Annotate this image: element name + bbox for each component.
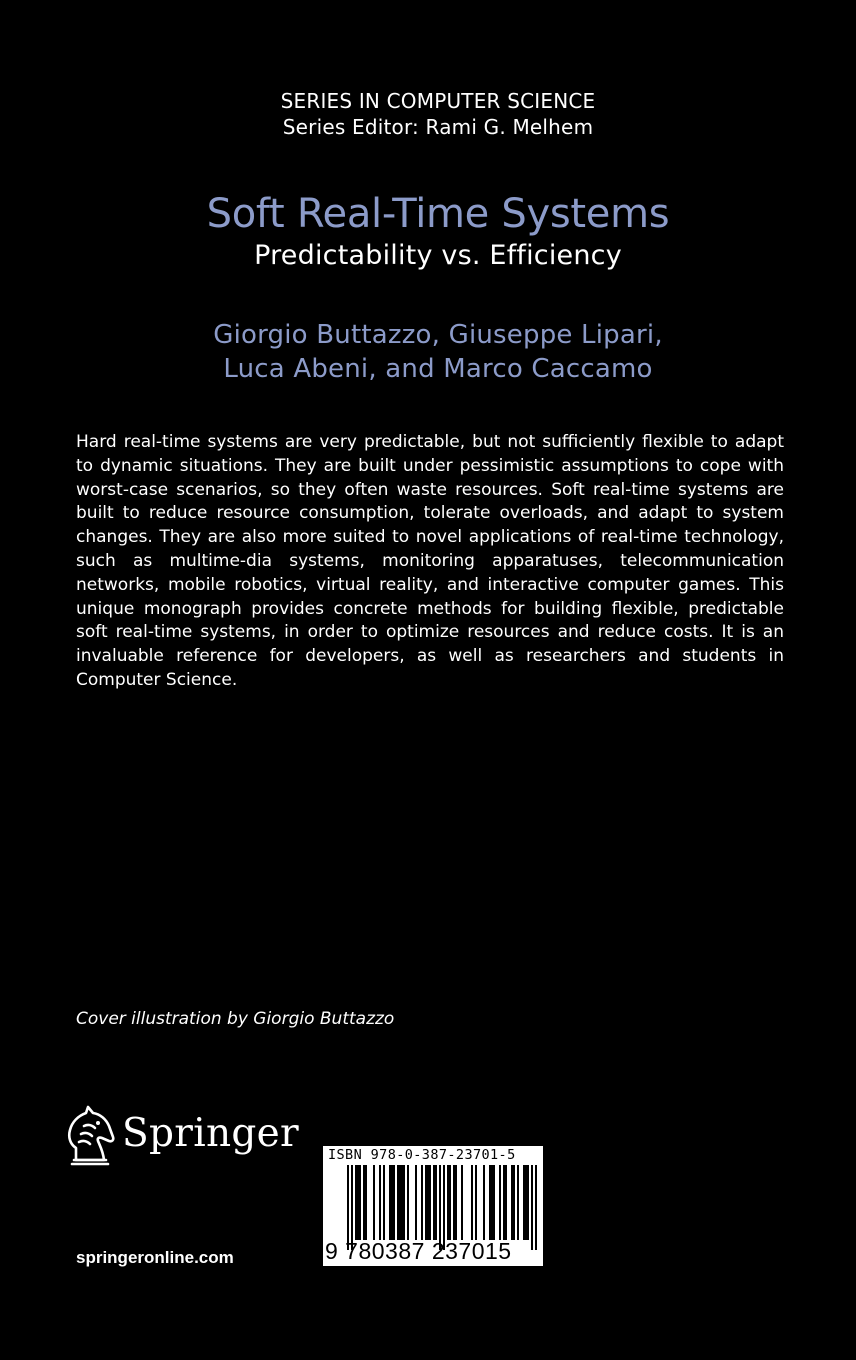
book-description: Hard real-time systems are very predictable, but not sufficiently flexible to adapt to dynamic situations. They are built under pessimistic assumptions to cope with worst-case scenarios, so they often waste resources. Soft real-time systems are built to reduce resource consumption, tolerate overloads, and adapt to system changes. They are also more suited to novel applications of real-time technology, such as multime-dia systems, monitoring apparatuses, telecommunication networks, mobile robotics, virtual reality, and interactive computer games. This unique monograph provides concrete methods for building flexible, predictable soft real-time systems, in order to optimize resources and reduce costs. It is an invaluable reference for developers, as well as researchers and students in Computer Science. — [76, 432, 784, 690]
barcode-bar — [447, 1165, 449, 1240]
barcode-bar — [383, 1165, 385, 1240]
title-block — [0, 190, 856, 274]
barcode-bar — [429, 1165, 431, 1240]
barcode-bar — [475, 1165, 477, 1240]
barcode-bar — [421, 1165, 423, 1240]
barcode-bar — [527, 1165, 529, 1240]
chess-knight-icon — [62, 1104, 116, 1168]
barcode-bar — [401, 1165, 403, 1240]
book-subtitle: Predictability vs. Efficiency — [254, 240, 622, 271]
barcode-bar — [491, 1165, 493, 1240]
barcode-bar — [407, 1165, 409, 1240]
barcode-bar — [389, 1165, 391, 1240]
barcode-bar — [523, 1165, 525, 1240]
barcode-bar — [391, 1165, 393, 1240]
book-title: Soft Real-Time Systems — [206, 191, 670, 237]
barcode-bar — [415, 1165, 417, 1240]
series-editor: Series Editor: Rami G. Melhem — [282, 115, 594, 139]
authors-line-1: Giorgio Buttazzo, Giuseppe Lipari, — [213, 320, 663, 350]
authors-block — [0, 318, 856, 386]
barcode-bar — [471, 1165, 473, 1240]
publisher-logo — [62, 1104, 302, 1168]
barcode-bar — [357, 1165, 359, 1240]
barcode-bar — [427, 1165, 429, 1240]
barcode-bar — [483, 1165, 485, 1240]
isbn-barcode — [323, 1146, 543, 1266]
barcode-bar — [359, 1165, 361, 1240]
series-name: SERIES IN COMPUTER SCIENCE — [280, 89, 596, 113]
barcode-bar — [455, 1165, 457, 1240]
barcode-bar — [435, 1165, 437, 1240]
barcode-bar — [449, 1165, 451, 1240]
barcode-bar — [397, 1165, 399, 1240]
barcode-bar — [399, 1165, 401, 1240]
barcode-bar — [499, 1165, 501, 1240]
barcode-bar — [355, 1165, 357, 1240]
barcode-bar — [379, 1165, 381, 1240]
barcode-bar — [461, 1165, 463, 1240]
barcode-bar — [365, 1165, 367, 1240]
barcode-bar — [453, 1165, 455, 1240]
barcode-bar — [493, 1165, 495, 1240]
barcode-bar — [503, 1165, 505, 1240]
authors-line-2: Luca Abeni, and Marco Caccamo — [223, 354, 653, 384]
barcode-bar — [513, 1165, 515, 1240]
barcode-bar — [425, 1165, 427, 1240]
publisher-name: Springer — [122, 1111, 300, 1156]
cover-credit: Cover illustration by Giorgio Buttazzo — [76, 1009, 395, 1029]
barcode-bar — [525, 1165, 527, 1240]
series-header — [0, 88, 856, 140]
barcode-bar — [363, 1165, 365, 1240]
isbn-label: ISBN 978-0-387-23701-5 — [328, 1147, 516, 1163]
barcode-bar — [505, 1165, 507, 1240]
barcode-bar — [373, 1165, 375, 1240]
publisher-website: springeronline.com — [76, 1248, 234, 1267]
barcode-bar — [393, 1165, 395, 1240]
barcode-bar — [403, 1165, 405, 1240]
barcode-bar — [489, 1165, 491, 1240]
barcode-digits: 9 780387 237015 — [325, 1238, 512, 1264]
barcode-bar — [433, 1165, 435, 1240]
barcode-bar — [511, 1165, 513, 1240]
barcode-bar — [517, 1165, 519, 1240]
